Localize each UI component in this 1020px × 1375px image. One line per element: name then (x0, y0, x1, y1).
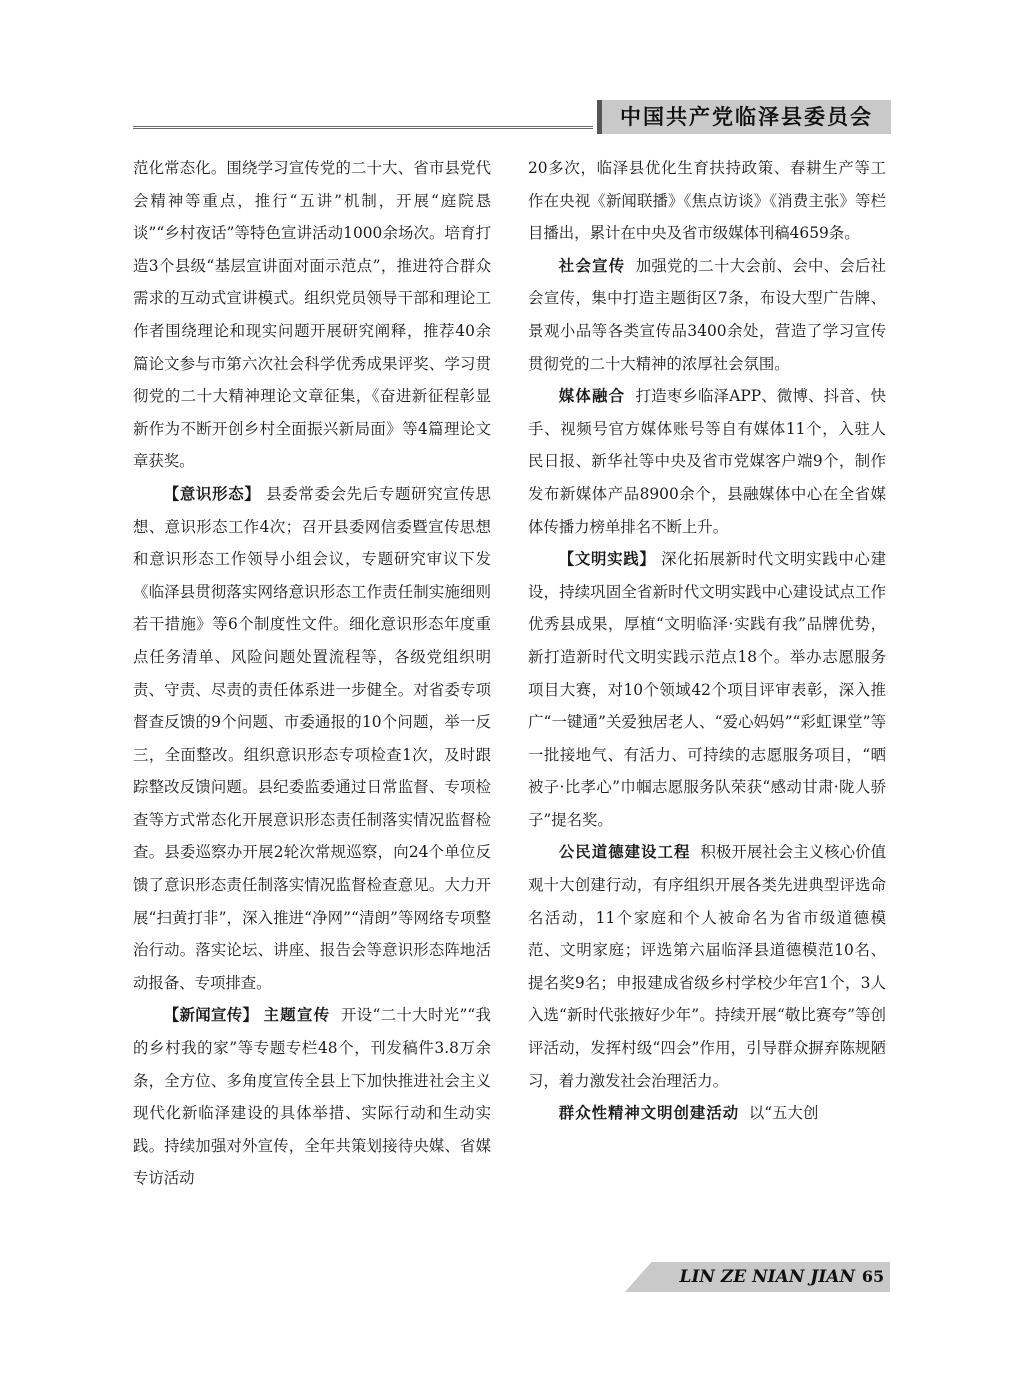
paragraph (528, 380, 886, 543)
paragraph (528, 836, 886, 1097)
paragraph (528, 543, 886, 836)
paragraph: 20多次，临泽县优化生育扶持政策、春耕生产等工作在央视《新闻联播》《焦点访谈》《消费主张》等栏目播出，累计在中央及省市级媒体刊稿4659条。 (528, 159, 886, 243)
running-header-title: 中国共产党临泽县委员会 (597, 100, 891, 134)
paragraph: 范化常态化。围绕学习宣传党的二十大、省市县党代会精神等重点，推行“五讲”机制，开展“庭院恳谈”“乡村夜话”等特色宣讲活动1000余场次。培育打造3个县级“基层宣讲面对面示范点”，推进符合群众需求的互动式宣讲模式。组织党员领导干部和理论工作者围绕理论和现实问题开展研究阐释，推荐40余篇论文参与市第六次社会科学优秀成果评奖、学习贯彻党的二十大精神理论文章征集，《奋进新征程彰显新作为不断开创乡村全面振兴新局面》等4篇理论文章获奖。 (133, 159, 491, 471)
left-column (133, 152, 491, 1242)
subheading: 群众性精神文明创建活动 (558, 1104, 740, 1123)
paragraph-text: 积极开展社会主义核心价值观十大创建行动，有序组织开展各类先进典型评选命名活动，11个家庭和个人被命名为省市级道德模范、文明家庭；评选第六届临泽县道德模范10名、提名奖9名；申报建成省级乡村学校少年宫1个，3人入选“新时代张掖好少年”。持续开展“敬比赛夸”等创评活动，发挥村级“四会”作用，引导群众摒弃陈规陋习，着力激发社会治理活力。 (528, 843, 886, 1090)
paragraph-text: 深化拓展新时代文明实践中心建设，持续巩固全省新时代文明实践中心建设试点工作优秀县成果，厚植“文明临泽·实践有我”品牌优势，新打造新时代文明实践示范点18个。举办志愿服务项目大赛，对10个领域42个项目评审表彰，深入推广“一键通”关爱独居老人、“爱心妈妈”“彩虹课堂”等一批接地气、有活力、可持续的志愿服务项目，“晒被子·比孝心”巾帼志愿服务队荣获“感动甘肃·陇人骄子”提名奖。 (528, 550, 886, 829)
subheading: 社会宣传 (558, 256, 626, 275)
paragraph-text: 以“五大创 (748, 1104, 819, 1123)
right-column (528, 152, 886, 1242)
paragraph-text: 加强党的二十大会前、会中、会后社会宣传，集中打造主题街区7条，布设大型广告牌、景观小品等各类宣传品3400余处，营造了学习宣传贯彻党的二十大精神的浓厚社会氛围。 (528, 256, 886, 373)
section-heading: 【新闻宣传】 (163, 1006, 259, 1025)
section-heading: 【文明实践】 (558, 550, 656, 569)
header-rule (133, 126, 593, 129)
subheading: 公民道德建设工程 (558, 843, 691, 862)
subheading: 媒体融合 (558, 387, 626, 406)
paragraph (528, 250, 886, 380)
paragraph (133, 478, 491, 1000)
section-heading: 【意识形态】 (163, 484, 261, 503)
paragraph (528, 1097, 886, 1130)
paragraph-text: 县委常委会先后专题研究宣传思想、意识形态工作4次；召开县委网信委暨宣传思想和意识形态工作领导小组会议，专题研究审议下发《临泽县贯彻落实网络意识形态工作责任制实施细则若干措施》等6个制度性文件。细化意识形态年度重点任务清单、风险问题处置流程等，各级党组织明责、守责、尽责的责任体系进一步健全。对省委专项督查反馈的9个问题、市委通报的10个问题，举一反三，全面整改。组织意识形态专项检查1次，及时跟踪整改反馈问题。县纪委监委通过日常监督、专项检查等方式常态化开展意识形态责任制落实情况监督检查。县委巡察办开展2轮次常规巡察，向24个单位反馈了意识形态责任制落实情况监督检查意见。大力开展“扫黄打非”，深入推进“净网”“清朗”等网络专项整治行动。落实论坛、讲座、报告会等意识形态阵地活动报备、专项排查。 (133, 484, 491, 992)
page-number: 65 (861, 1267, 885, 1286)
running-footer-title: LIN ZE NIAN JIAN (679, 1267, 855, 1287)
subheading: 主题宣传 (263, 1006, 331, 1025)
paragraph-text: 打造枣乡临泽APP、微博、抖音、快手、视频号官方媒体账号等自有媒体11个，入驻人民日报、新华社等中央及省市党媒客户端9个，制作发布新媒体产品8900余个，县融媒体中心在全省媒体传播力榜单排名不断上升。 (528, 387, 886, 536)
paragraph (133, 999, 491, 1195)
paragraph-text: 开设“二十大时光”“我的乡村我的家”等专题专栏48个，刊发稿件3.8万余条，全方位、多角度宣传全县上下加快推进社会主义现代化新临泽建设的具体举措、实际行动和生动实践。持续加强对外宣传，全年共策划接待央媒、省媒专访活动 (133, 1006, 491, 1188)
